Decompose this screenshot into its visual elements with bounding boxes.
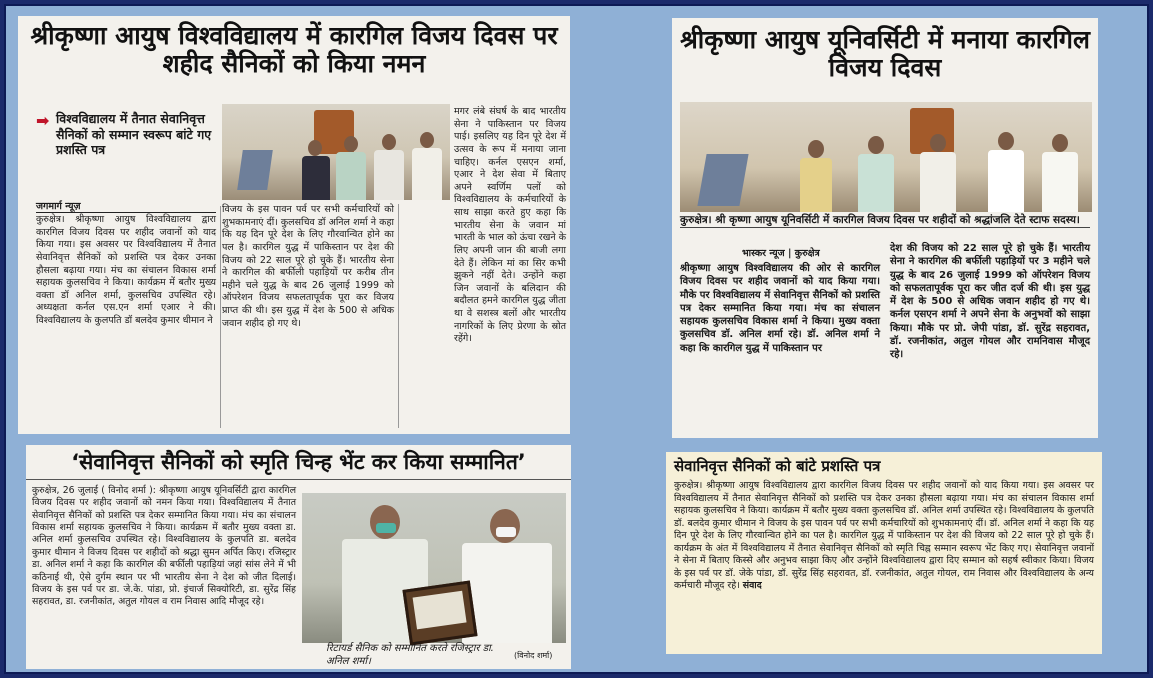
clip3-body: कुरुक्षेत्र, 26 जुलाई ( विनोद शर्मा ): श्रीकृष्णा आयुष यूनिवर्सिटी द्वारा कारगिल विजय दिवस पर शहीद जवानों को नमन किया गया। विश्वविद्यालय में तैनात सेवानिवृत्त सैनिकों को प्रशस्ति पत्र देकर सम्मानित किया गया। मंच का संचालन विकास शर्मा सहायक कुलसचिव ने किया। कार्यक्रम में बतौर मुख्य वक्ता डा. अनिल शर्मा कुलसचिव उपस्थित रहे। विश्वविद्यालय के कुलपति डा. बलदेव कुमार धीमान ने विजय दिवस पर शहीदों को श्रद्धा सुमन अर्पित किए। रजिस्ट्रार डा. अनिल शर्मा ने कहा कि कारगिल की बर्फीली पहाड़ियां जहां सांस लेने में भी कठिनाई थी, ऐसे दुर्गम स्थान पर भी भारतीय सेना ने देश को जीत दिलाई। विजय के इस पर्व पर डा. जे.के. पांडा, प्रो. इंचार्ज सिक्योरिटी, डा. सुरेंद्र सिंह सहरावत, डा. रजनीकांत, अतुल गोयल व राम निवास आदि मौजूद रहे। <box>32 485 296 608</box>
clip4-headline: सेवानिवृत्त सैनिकों को बांटे प्रशस्ति पत्र <box>674 457 881 475</box>
clip3-headline: ‘सेवानिवृत्त सैनिकों को स्मृति चिन्ह भेंट कर किया सम्मानित’ <box>26 445 571 480</box>
news-clipping-1 <box>18 16 570 434</box>
collage-frame <box>4 4 1149 674</box>
clip1-column-3a <box>454 106 566 345</box>
clip4-body-text: कुरुक्षेत्र। श्रीकृष्णा आयुष विश्वविद्यालय द्वारा कारगिल विजय दिवस पर शहीद जवानों को याद किया गया। इस अवसर पर विश्वविद्यालय में तैनात सेवानिवृत्त सैनिकों को प्रशस्ति पत्र देकर उनका हौसला बढ़ाया गया। मंच का संचालन विकास शर्मा सहायक कुलसचिव ने किया। कार्यक्रम में बतौर मुख्य वक्ता कुलसचिव डॉ. अनिल शर्मा उपस्थित रहे। विश्वविद्यालय के कुलपति डॉ. बलदेव कुमार धीमान ने विजय के इस पावन पर्व पर सभी कर्मचारियों को शुभकामनाएं दीं। डॉ. अनिल शर्मा ने कहा कि यह दिन पूरे देश के लिए गौरवान्वित होने का पल है। कारगिल युद्ध में पाकिस्तान पर देश की विजय को 22 साल पूरे हो चुके हैं। कार्यक्रम के अंत में विश्वविद्यालय में तैनात सेवानिवृत्त सैनिकों को स्मृति चिह्न सम्मान स्वरूप भेंट किए गए। सेवानिवृत्त जवानों ने सेना में बिताए किस्से और अनुभव साझा किए और उन्होंने विश्वविद्यालय द्वारा दिए सम्मान को सहर्ष स्वीकार किया। विजय के इस पर्व पर डॉ. जेके पांडा, डॉ. सुरेंद्र सिंह सहरावत, डॉ. रजनीकांत, अतुल गोयल, राम निवास और विश्वविद्यालय के अन्य कर्मचारी मौजूद रहे। <box>674 480 1094 591</box>
clip2-headline: श्रीकृष्णा आयुष यूनिवर्सिटी में मनाया कारगिल विजय दिवस <box>680 25 1090 82</box>
news-clipping-4 <box>666 452 1102 654</box>
clip2-photo <box>680 102 1092 212</box>
clip1-column-1: कुरुक्षेत्र। श्रीकृष्णा आयुष विश्वविद्यालय द्वारा कारगिल विजय दिवस पर शहीद जवानों को याद किया गया। इस अवसर पर विश्वविद्यालय में तैनात सेवानिवृत्त सैनिकों को प्रशस्ति पत्र देकर उनका हौसला बढ़ाया गया। मंच का संचालन विकास शर्मा सहायक कुलसचिव ने किया। कार्यक्रम में बतौर मुख्य वक्ता डॉ अनिल शर्मा, कुलसचिव उपस्थित रहे। अध्यक्षता कर्नल एस.एन शर्मा एआर ने की। विश्वविद्यालय के कुलपति डॉ बलदेव कुमार धीमान ने <box>36 214 216 326</box>
clip1-subhead <box>36 111 236 158</box>
arrow-right-icon: ➡ <box>36 111 50 130</box>
clip1-column-3-text: मगर लंबे संघर्ष के बाद भारतीय सेना ने पाकिस्तान पर विजय पाई। इसलिए यह दिन पूरे देश में उत्सव के रूप में मनाया जाना चाहिए। कर्नल एसएन शर्मा, एआर ने देश सेवा में बिताए अपने स्वर्णिम पलों को विश्वविद्यालय के कर्मचारियों के साथ साझा करते हुए कहा कि भारतीय सेना के जवान मां भारती के भाल को ऊंचा रखने के लिए अपनी जान की बाजी लगा देते हैं। लेकिन मां का सिर कभी झुकने नहीं देते। उन्होंने कहा जिन जवानों के बलिदान की बदौलत हमने कारगिल युद्ध जीता था वे सशस्त्र बलों और भारतीय नागरिकों के लिए प्रेरणा के स्रोत रहेंगे। <box>454 106 566 345</box>
clip1-byline: जगमार्ग न्यूज़ <box>36 199 216 213</box>
clip1-headline: श्रीकृष्णा आयुष विश्वविद्यालय में कारगिल विजय दिवस पर शहीद सैनिकों को किया नमन <box>30 21 558 78</box>
column-divider <box>220 206 221 428</box>
easel-portrait <box>237 150 273 190</box>
clip4-body <box>674 480 1094 650</box>
clip2-column-1: श्रीकृष्णा आयुष विश्वविद्यालय की ओर से कारगिल विजय दिवस पर शहीद जवानों को याद किया गया। मौके पर विश्वविद्यालय में सेवानिवृत्त सैनिकों को प्रशस्ति पत्र देकर सम्मानित किया गया। मंच का संचालन सहायक कुलसचिव विकास शर्मा ने किया। मुख्य वक्ता कुलसचिव डॉ. अनिल शर्मा रहे। डॉ. अनिल शर्मा ने कहा कि कारगिल युद्ध में पाकिस्तान पर <box>680 263 880 354</box>
clip1-subhead-text: विश्वविद्यालय में तैनात सेवानिवृत्त सैनिकों को सम्मान स्वरूप बांटे गए प्रशस्ति पत्र <box>56 111 212 158</box>
clip3-photo <box>302 493 566 643</box>
memento-frame <box>402 581 477 646</box>
clip1-photo <box>222 104 450 200</box>
column-divider <box>398 204 399 428</box>
clip3-photo-caption: रिटायर्ड सैनिक को सम्मानित करते रजिस्ट्रार डा. अनिल शर्मा। <box>326 643 494 667</box>
clip3-photo-credit: (विनोद शर्मा) <box>514 651 553 660</box>
clip2-column-2: देश की विजय को 22 साल पूरे हो चुके हैं। भारतीय सेना ने कारगिल की बर्फीली पहाड़ियों पर 3 महीने चले युद्ध के बाद 26 जुलाई 1999 को ऑपरेशन विजय को सफलतापूर्वक पूरा कर जीत दर्ज की थी। इस युद्ध में देश के 500 से अधिक जवान शहीद हो गए थे। कर्नल एसएन शर्मा ने अपने सेना के अनुभवों को साझा किया। मौके पर प्रो. जेपी पांडा, डॉ. सुरेंद्र सहरावत, डॉ. रजनीकांत, अतुल गोयल और रामनिवास मौजूद रहे। <box>890 243 1090 361</box>
face-mask <box>496 527 516 537</box>
news-clipping-2 <box>672 18 1098 438</box>
clip4-tag: संवाद <box>742 580 762 591</box>
clip1-column-2: विजय के इस पावन पर्व पर सभी कर्मचारियों को शुभकामनाएं दीं। कुलसचिव डॉ अनिल शर्मा ने कहा कि यह दिन पूरे देश के लिए गौरवान्वित होने का पल है। कारगिल युद्ध में पाकिस्तान पर देश की विजय को 22 साल पूरे हो चुके हैं। भारतीय सेना ने कारगिल की बर्फीली पहाड़ियों पर करीब तीन महीने चले युद्ध के बाद 26 जुलाई 1999 को ऑपरेशन विजय सफलतापूर्वक पूरा कर विजय प्राप्त की थी। इस युद्ध में देश के 500 से अधिक जवान शहीद हो गए थे। <box>222 204 394 329</box>
clip2-byline: भास्कर न्यूज | कुरुक्षेत्र <box>742 248 820 259</box>
face-mask <box>376 523 396 533</box>
news-clipping-3 <box>26 445 571 669</box>
clip2-photo-caption: कुरुक्षेत्र। श्री कृष्णा आयुष यूनिवर्सिटी में कारगिल विजय दिवस पर शहीदों को श्रद्धांजलि देते स्टाफ सदस्य। <box>680 214 1090 228</box>
easel-portrait <box>697 154 748 206</box>
